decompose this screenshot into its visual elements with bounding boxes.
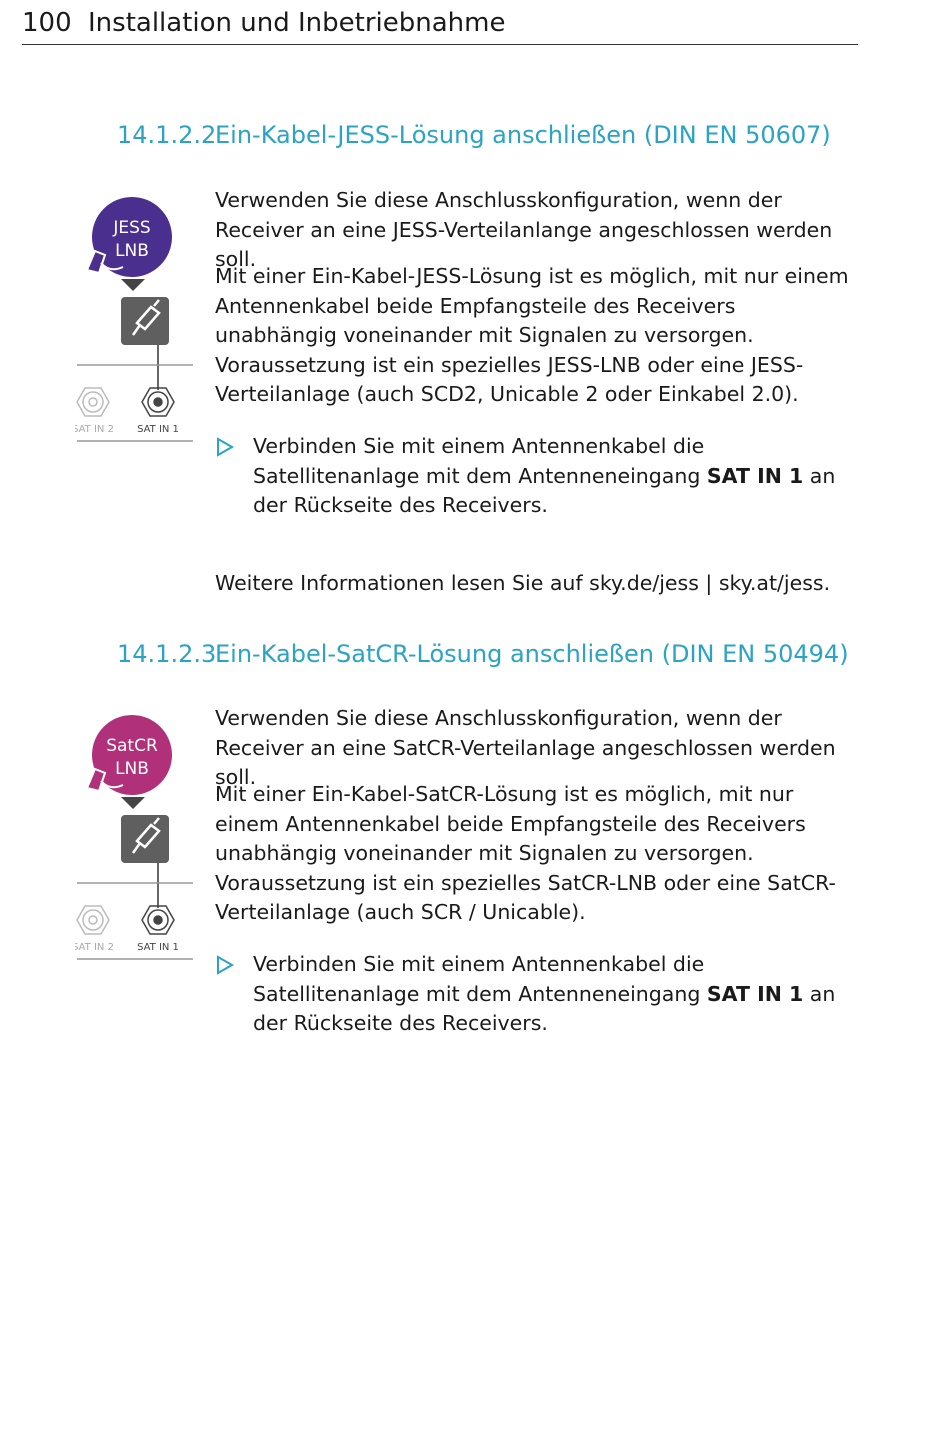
- down-arrow-icon: [121, 797, 145, 809]
- bullet-text-before: Verbinden Sie mit einem Antennenkabel die Satellitenanlage mit dem Antenneneingang: [253, 434, 707, 488]
- badge-line2: LNB: [115, 241, 149, 261]
- page-header: [22, 6, 858, 45]
- bullet-text-after: an der Rückseite des Receivers.: [253, 981, 836, 1036]
- section-heading-satcr: [117, 640, 849, 668]
- triangle-bullet-icon: [215, 950, 235, 979]
- triangle-bullet-icon: [215, 432, 235, 461]
- section-heading-jess: [117, 121, 831, 149]
- paragraph: Mit einer Ein-Kabel-SatCR-Lösung ist es möglich, mit nur einem Antennenkabel beide Empfangsteile des Receivers unabhängig voneinander mit Signalen zu versorgen. Voraussetzung ist ein spezielles SatCR-LNB oder eine SatCR-Verteilanlage (auch SCR / Unicable).: [215, 782, 836, 925]
- sat-in-1-label: SAT IN 1: [137, 942, 179, 953]
- bullet-text-before: Verbinden Sie mit einem Antennenkabel die Satellitenanlage mit dem Antenneneingang: [253, 952, 707, 1006]
- info-note: Weitere Informationen lesen Sie auf sky.de/jess | sky.at/jess.: [215, 571, 831, 595]
- sat-in-1-port-icon: [142, 906, 174, 934]
- down-arrow-icon: [121, 279, 145, 291]
- chapter-title: Installation und Inbetriebnahme: [88, 8, 506, 38]
- paragraph: Verwenden Sie diese Anschlusskonfiguration, wenn der Receiver an eine SatCR-Verteilanlage angeschlossen werden soll.: [215, 706, 836, 790]
- badge-line1: SatCR: [106, 736, 158, 756]
- sat-in-2-label: SAT IN 2: [75, 942, 114, 953]
- badge-line1: JESS: [113, 218, 151, 238]
- sat-in-2-port-icon: [77, 388, 109, 416]
- paragraph: Verwenden Sie diese Anschlusskonfiguration, wenn der Receiver an eine JESS-Verteilanlange angeschlossen werden soll.: [215, 188, 833, 272]
- cable-plug-icon: [121, 297, 169, 345]
- cable-plug-icon: [121, 815, 169, 863]
- instruction-bullet: [215, 432, 860, 521]
- page-number: 100: [22, 8, 72, 38]
- jess-connection-diagram: [75, 195, 195, 445]
- section-number: 14.1.2.3: [117, 640, 217, 668]
- bullet-text-bold: SAT IN 1: [706, 463, 804, 488]
- sat-in-1-label: SAT IN 1: [137, 424, 179, 435]
- section-number: 14.1.2.2: [117, 121, 217, 149]
- instruction-bullet: [215, 950, 860, 1039]
- sat-in-2-label: SAT IN 2: [75, 424, 114, 435]
- badge-line2: LNB: [115, 759, 149, 779]
- section-title: Ein-Kabel-JESS-Lösung anschließen (DIN EN 50607): [215, 121, 831, 149]
- bullet-text-bold: SAT IN 1: [706, 981, 804, 1006]
- section-title: Ein-Kabel-SatCR-Lösung anschließen (DIN EN 50494): [215, 640, 849, 668]
- satcr-connection-diagram: [75, 713, 195, 963]
- sat-in-1-port-icon: [142, 388, 174, 416]
- sat-in-2-port-icon: [77, 906, 109, 934]
- bullet-text-after: an der Rückseite des Receivers.: [253, 463, 836, 518]
- paragraph: Mit einer Ein-Kabel-JESS-Lösung ist es möglich, mit nur einem Antennenkabel beide Empfangsteile des Receivers unabhängig voneinander mit Signalen zu versorgen. Voraussetzung ist ein spezielles JESS-LNB oder eine JESS-Verteilanlage (auch SCD2, Unicable 2 oder Einkabel 2.0).: [215, 264, 849, 407]
